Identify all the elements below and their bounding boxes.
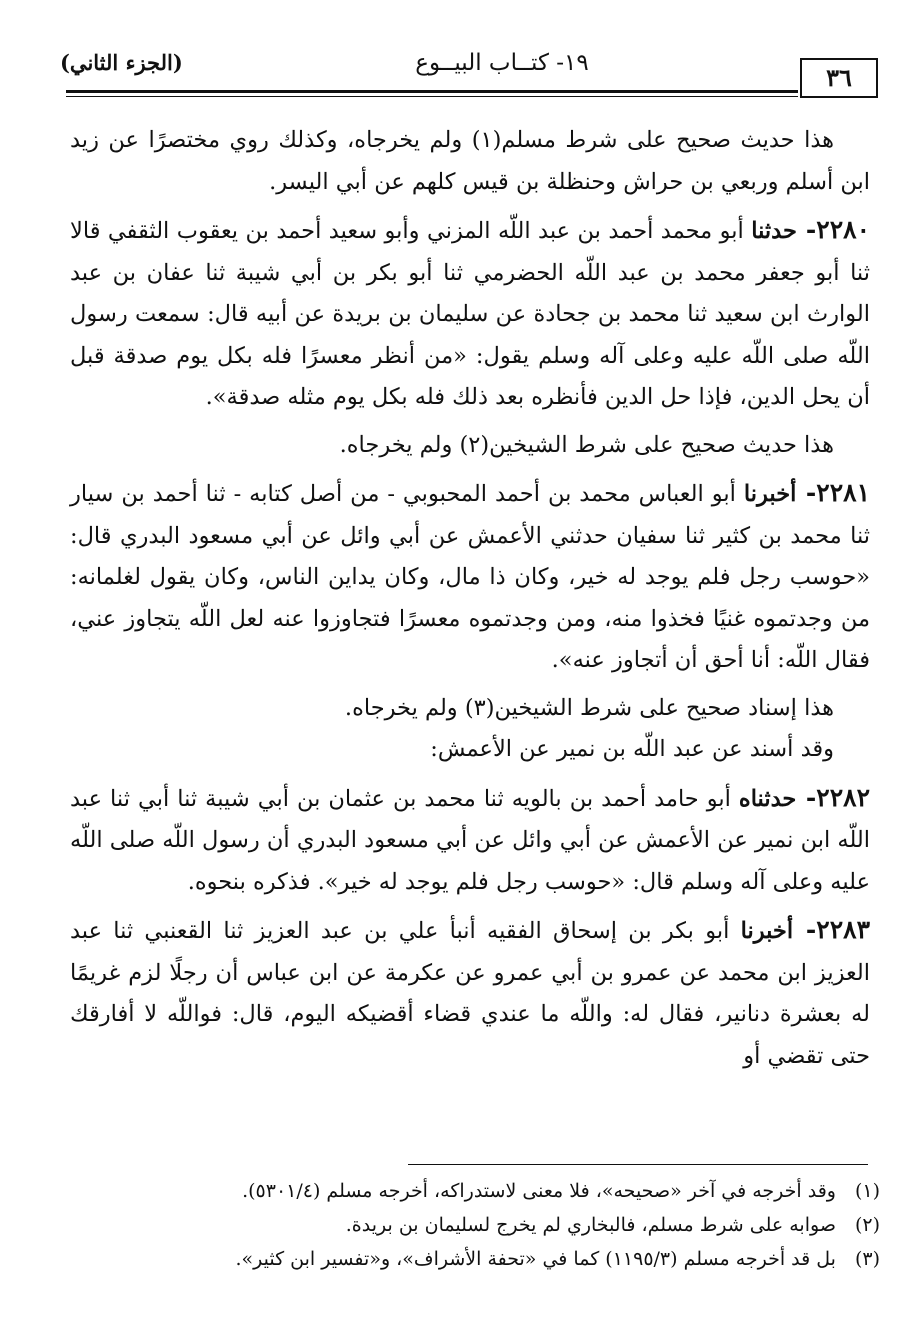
paragraph xyxy=(70,425,870,467)
header-rule-thick xyxy=(66,90,798,93)
paragraph-text: أبو محمد أحمد بن عبد اللّه المزني وأبو سعيد أحمد بن يعقوب الثقفي قالا ثنا أبو جعفر محمد بن عبد اللّه الحضرمي ثنا أبو بكر بن أبي شيبة ثنا عفان بن عبد الوارث ابن سعيد ثنا محمد بن جحادة عن سليمان بن بريدة عن أبيه قال: سمعت رسول اللّه صلى اللّه عليه وعلى آله وسلم يقول: «من أنظر معسرًا فله بكل يوم صدقة قبل أن يحل الدين، فإذا حل الدين فأنظره بعد ذلك فله بكل يوم مثله صدقة». xyxy=(70,218,870,410)
footnote xyxy=(70,1208,880,1242)
page-header xyxy=(42,38,878,100)
footnote xyxy=(70,1174,880,1208)
hadith-number: ٢٢٨٣ xyxy=(816,915,870,944)
footnote-text: وقد أخرجه في آخر «صحيحه»، فلا معنى لاستدراكه، أخرجه مسلم (٥٣٠١/٤). xyxy=(242,1180,836,1202)
footnote-text: بل قد أخرجه مسلم (١١٩٥/٣) كما في «تحفة الأشراف»، و«تفسير ابن كثير». xyxy=(235,1248,836,1270)
footnotes xyxy=(70,1174,880,1276)
paragraph xyxy=(70,729,870,771)
footnote-separator xyxy=(408,1164,868,1165)
hadith-number: ٢٢٨١ xyxy=(816,478,870,507)
paragraph-text: وقد أسند عن عبد اللّه بن نمير عن الأعمش: xyxy=(430,736,834,762)
paragraph-text: هذا إسناد صحيح على شرط الشيخين(٣) ولم يخرجاه. xyxy=(344,694,834,721)
footnote xyxy=(70,1242,880,1276)
chapter-title: ١٩- كتــاب البيــوع xyxy=(415,50,589,76)
page-number: ٣٦ xyxy=(800,58,878,98)
header-rule-thin xyxy=(66,96,798,97)
paragraph-text: هذا حديث صحيح على شرط الشيخين(٢) ولم يخرجاه. xyxy=(339,431,834,458)
hadith-paragraph: ٢٢٨٣- أخبرنا أبو بكر بن إسحاق الفقيه أنبأ علي بن عبد العزيز ثنا القعنبي ثنا عبد العزيز ابن محمد عن عمرو بن أبي عمرو عن عكرمة عن ابن عباس أن رجلًا لزم غريمًا له بعشرة دنانير، فقال له: واللّه ما عندي قضاء أقضيكه اليوم، قال: فواللّه لا أفارقك حتى تقضي أو xyxy=(70,915,870,1069)
lead-word: حدثناه xyxy=(738,785,797,812)
footnote-text: صوابه على شرط مسلم، فالبخاري لم يخرج لسليمان بن بريدة. xyxy=(345,1214,836,1236)
lead-word: حدثنا xyxy=(751,218,797,244)
hadith-paragraph: ٢٢٨٢- حدثناه أبو حامد أحمد بن بالويه ثنا محمد بن عثمان بن أبي شيبة ثنا أبي ثنا عبد اللّه ابن نمير عن الأعمش عن أبي وائل عن أبي مسعود البدري أن رسول اللّه صلى اللّه عليه وعلى آله وسلم قال: «حوسب رجل فلم يوجد له خير». فذكره بنحوه. xyxy=(70,782,870,895)
paragraph-text: هذا حديث صحيح على شرط مسلم(١) ولم يخرجاه، وكذلك روي مختصرًا عن زيد ابن أسلم وربعي بن حراش وحنظلة بن قيس كلهم عن أبي اليسر. xyxy=(70,127,870,195)
paragraph-text: أبو حامد أحمد بن بالويه ثنا محمد بن عثمان بن أبي شيبة ثنا أبي ثنا عبد اللّه ابن نمير عن الأعمش عن أبي وائل عن أبي مسعود البدري أن رسول اللّه صلى اللّه عليه وعلى آله وسلم قال: «حوسب رجل فلم يوجد له خير». فذكره بنحوه. xyxy=(70,785,870,895)
lead-word: أخبرنا xyxy=(743,481,797,507)
hadith-number: ٢٢٨٠ xyxy=(816,215,870,244)
hadith-paragraph: ٢٢٨٠- حدثنا أبو محمد أحمد بن عبد اللّه المزني وأبو سعيد أحمد بن يعقوب الثقفي قالا ثنا أبو جعفر محمد بن عبد اللّه الحضرمي ثنا أبو بكر بن أبي شيبة ثنا عفان بن عبد الوارث ابن سعيد ثنا محمد بن جحادة عن سليمان بن بريدة عن أبيه قال: سمعت رسول اللّه صلى اللّه عليه وعلى آله وسلم يقول: «من أنظر معسرًا فله بكل يوم صدقة قبل أن يحل الدين، فإذا حل الدين فأنظره بعد ذلك فله بكل يوم مثله صدقة». xyxy=(70,215,870,410)
paragraph-text: أبو بكر بن إسحاق الفقيه أنبأ علي بن عبد العزيز ثنا القعنبي ثنا عبد العزيز ابن محمد عن عمرو بن أبي عمرو عن عكرمة عن ابن عباس أن رجلًا لزم غريمًا له بعشرة دنانير، فقال له: واللّه ما عندي قضاء أقضيكه اليوم، قال: فواللّه لا أفارقك حتى تقضي أو xyxy=(70,918,870,1069)
paragraph-text: أبو العباس محمد بن أحمد المحبوبي - من أصل كتابه - ثنا أحمد بن سيار ثنا محمد بن كثير ثنا سفيان حدثني الأعمش عن أبي وائل عن أبي مسعود البدري قال: «حوسب رجل فلم يوجد له خير، وكان ذا مال، وكان يداين الناس، وكان يقول لغلمانه: من وجدتموه غنيًا فخذوا منه، ومن وجدتموه معسرًا فتجاوزوا عنه لعل اللّه يتجاوز عني، فقال اللّه: أنا أحق أن أتجاوز عنه». xyxy=(70,481,870,673)
footnote-mark: (٢) xyxy=(854,1214,880,1236)
main-text xyxy=(70,120,870,1077)
hadith-number: ٢٢٨٢ xyxy=(816,782,870,812)
paragraph xyxy=(70,120,870,203)
paragraph xyxy=(70,688,870,730)
hadith-paragraph: ٢٢٨١- أخبرنا أبو العباس محمد بن أحمد المحبوبي - من أصل كتابه - ثنا أحمد بن سيار ثنا محمد بن كثير ثنا سفيان حدثني الأعمش عن أبي وائل عن أبي مسعود البدري قال: «حوسب رجل فلم يوجد له خير، وكان ذا مال، وكان يداين الناس، وكان يقول لغلمانه: من وجدتموه غنيًا فخذوا منه، ومن وجدتموه معسرًا فتجاوزوا عنه لعل اللّه يتجاوز عني، فقال اللّه: أنا أحق أن أتجاوز عنه». xyxy=(70,478,870,673)
part-label: (الجزء الثاني) xyxy=(60,50,183,75)
footnote-mark: (٣) xyxy=(854,1248,880,1270)
footnote-mark: (١) xyxy=(854,1180,880,1202)
lead-word: أخبرنا xyxy=(740,918,794,944)
